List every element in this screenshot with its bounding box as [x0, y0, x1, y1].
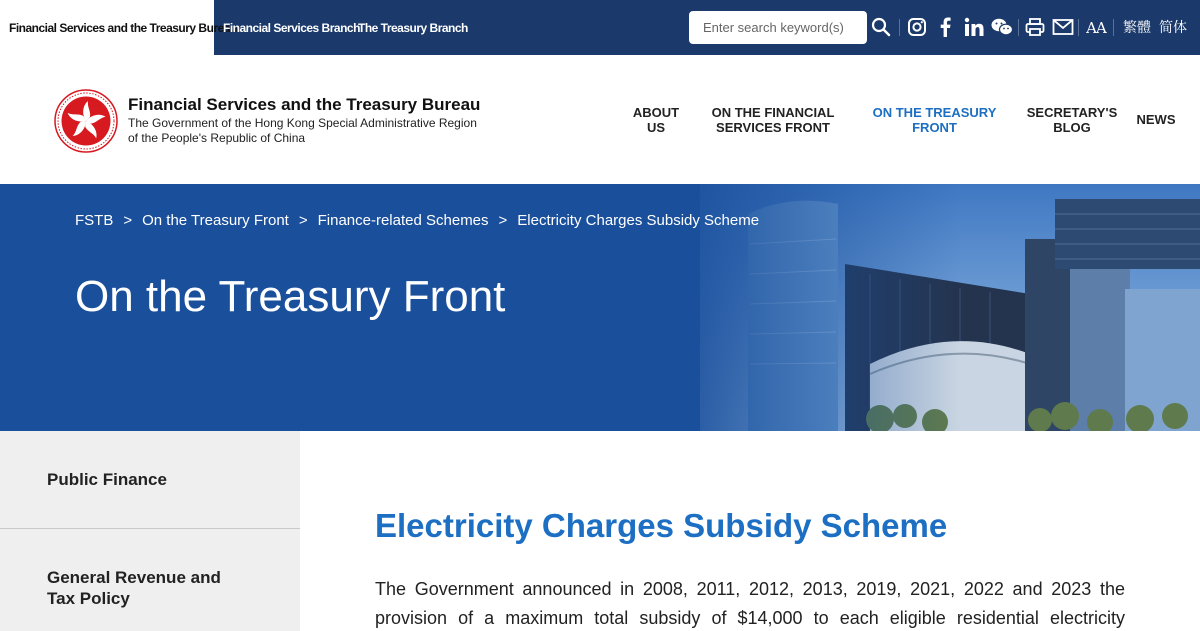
divider [1018, 19, 1019, 36]
content-paragraph [375, 575, 1125, 631]
page-banner [0, 184, 1200, 431]
nav-news[interactable] [1132, 112, 1180, 127]
nav-label-line2: US [646, 120, 666, 135]
breadcrumb-separator: > [298, 212, 308, 229]
divider [1078, 19, 1079, 36]
font-size-icon[interactable] [1083, 15, 1109, 41]
nav-label-line2: FRONT [912, 120, 957, 135]
bureau-subtitle [128, 116, 477, 145]
nav-treasury-front[interactable] [868, 105, 1001, 135]
nav-about-us[interactable] [627, 105, 685, 135]
hksar-emblem-logo[interactable] [54, 89, 118, 153]
breadcrumb-item-finance-schemes[interactable]: Finance-related Schemes [317, 212, 489, 229]
paragraph-line1: The Government announced in 2008, 2011, 2012, 2013, 2019, 2021, 2022 and 2023 the [375, 579, 1125, 599]
font-size-label: AA [1086, 19, 1106, 37]
tab-fstb[interactable]: Financial Services and the Treasury Bureau [0, 0, 214, 55]
nav-label-line1: ABOUT [632, 105, 680, 120]
divider [1113, 19, 1114, 36]
sidebar-divider [0, 528, 300, 529]
sidebar-item-public-finance[interactable]: Public Finance [47, 470, 167, 489]
nav-label-line1: NEWS [1136, 112, 1176, 127]
breadcrumb-separator: > [123, 212, 133, 229]
bureau-subtitle-line2: of the People's Republic of China [128, 130, 306, 145]
bureau-subtitle-line1: The Government of the Hong Kong Special Administrative Region [128, 116, 477, 130]
breadcrumb-item-fstb[interactable]: FSTB [75, 212, 114, 229]
content-heading: Electricity Charges Subsidy Scheme [375, 507, 948, 544]
breadcrumb-item-current: Electricity Charges Subsidy Scheme [517, 212, 760, 229]
breadcrumb-item-treasury-front[interactable]: On the Treasury Front [142, 212, 289, 229]
divider [899, 19, 900, 36]
facebook-icon[interactable] [933, 14, 959, 40]
mail-icon[interactable] [1050, 14, 1076, 40]
lang-simplified-chinese[interactable]: 简体 [1159, 20, 1187, 36]
nav-label-line1: SECRETARY'S [1026, 105, 1118, 120]
search-icon[interactable] [868, 14, 894, 40]
nav-financial-services-front[interactable] [706, 105, 840, 135]
sidebar-item-general-revenue[interactable]: General Revenue and Tax Policy [47, 568, 221, 608]
nav-label-line2: SERVICES FRONT [716, 120, 830, 135]
breadcrumb [75, 212, 759, 229]
top-bar [0, 0, 1200, 55]
nav-label-line1: ON THE TREASURY [872, 105, 997, 120]
bureau-title: Financial Services and the Treasury Bureau [128, 95, 481, 114]
paragraph-line2: provision of a maximum total subsidy of $14,000 to each eligible residential electricity [375, 608, 1125, 628]
page-title: On the Treasury Front [75, 272, 506, 321]
lang-traditional-chinese[interactable]: 繁體 [1123, 20, 1151, 36]
sidebar [0, 431, 300, 631]
wechat-icon[interactable] [989, 14, 1015, 40]
print-icon[interactable] [1022, 14, 1048, 40]
nav-label-line2: BLOG [1053, 120, 1091, 135]
nav-secretarys-blog[interactable] [1024, 105, 1120, 135]
search-input[interactable] [689, 11, 867, 44]
site-header [0, 55, 1200, 184]
main-content [300, 431, 1200, 631]
linkedin-icon[interactable] [961, 14, 987, 40]
breadcrumb-separator: > [498, 212, 508, 229]
nav-label-line1: ON THE FINANCIAL [711, 105, 835, 120]
tab-treasury-branch[interactable]: The Treasury Branch [358, 20, 468, 35]
tab-financial-services-branch[interactable]: Financial Services Branch [223, 20, 360, 35]
instagram-icon[interactable] [904, 14, 930, 40]
